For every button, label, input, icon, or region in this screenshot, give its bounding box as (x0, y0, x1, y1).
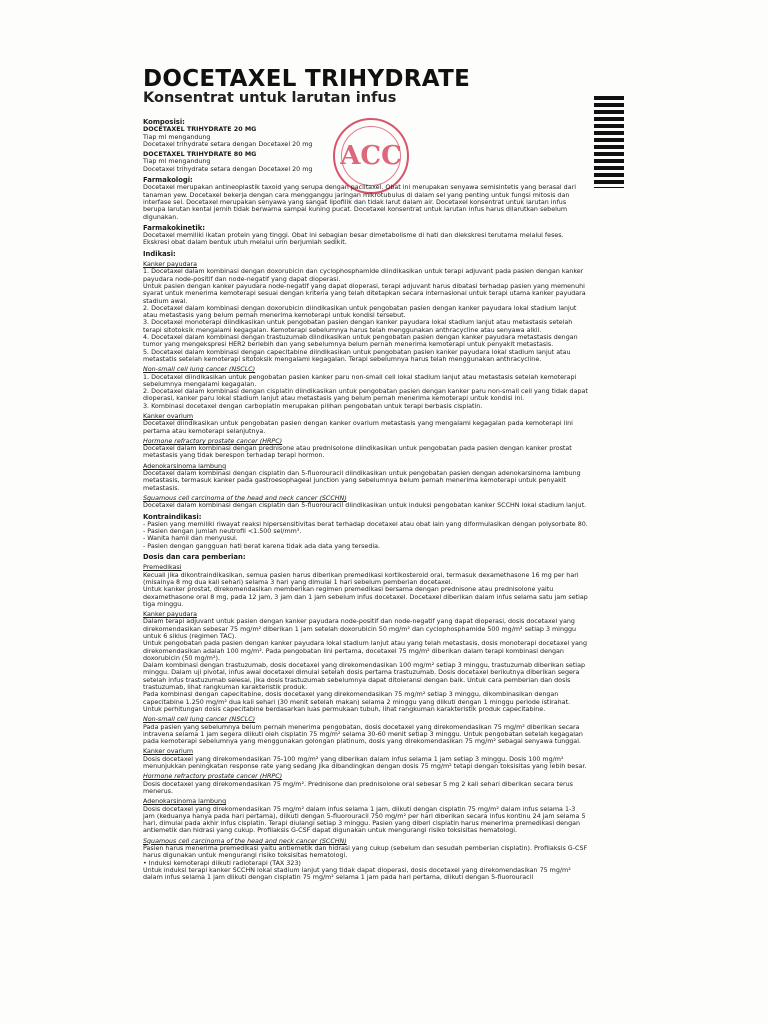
dosis-text: Dosis docetaxel yang direkomendasikan 75-100 mg/m² yang diberikan dalam infus selama 1 jam setiap 3 minggu. Dosis 100 mg/m² menunjukkan peningkatan response rate yang sedang jika dibandingkan dengan dosis 75 mg/m² tetapi dengan toksisitas yang lebih besar. (143, 755, 587, 771)
kontraindikasi-heading: Kontraindikasi: (143, 512, 202, 521)
indikasi-item: 2. Docetaxel dalam kombinasi dengan doxorubicin diindikasikan untuk pengobatan pasien dengan kanker payudara lokal stadium lanjut atau metastasis yang belum pernah menerima kemoterapi untuk kondisi tersebut. (143, 304, 577, 320)
indikasi-subheading: Squamous cell carcinoma of the head and neck cancer (SCCHN) (143, 494, 347, 502)
komposisi-line: Docetaxel trihydrate setara dengan Docetaxel 20 mg (143, 140, 313, 148)
indikasi-item: 5. Docetaxel dalam kombinasi dengan capecitabine diindikasikan untuk pengobatan pasien kanker payudara lokal stadium lanjut atau metastatis setelah kemoterapi sitotoksik mengalami kegagalan. Terapi sebelumnya harus telah menggunakan anthracycline. (143, 348, 571, 363)
kontraindikasi-item: - Pasien dengan gangguan hati berat karena tidak ada data yang tersedia. (143, 542, 381, 550)
dosis-text: Untuk pengobatan pada pasien dengan kanker payudara lokal stadium lanjut atau yang telah metastasis, dosis monoterapi docetaxel yang direkomendasikan adalah 100 mg/m². Pada pengobatan lini pertama, docetaxel 75 mg/m² diberikan dalam terapi kombinasi dengan doxorubicin (50 mg/m²). (143, 640, 587, 662)
indikasi-subheading: Adenokarsinoma lambung (143, 462, 227, 470)
indikasi-item: 4. Docetaxel dalam kombinasi dengan trastuzumab diindikasikan untuk pengobatan pasien dengan kanker payudara metastasis dengan tumor yang mengekspresi HER2 berlebih dan yang sebelumnya belum pernah menerima kemoterapi untuk penyakit metastasis. (143, 334, 578, 349)
farmakologi-heading: Farmakologi: (143, 176, 193, 185)
indikasi-subheading: Kanker payudara (143, 261, 198, 269)
indikasi-item: 1. Docetaxel dalam kombinasi dengan doxorubicin dan cyclophosphamide diindikasikan untuk terapi adjuvant pada pasien dengan kanker payudara node-positif dan node-negatif yang dapat dioperasi. (143, 268, 584, 283)
indikasi-item: 3. Kombinasi docetaxel dengan carboplatin merupakan pilihan pengobatan untuk terapi berbasis cisplatin. (143, 402, 483, 410)
kontraindikasi-item: - Pasien yang memiliki riwayat reaksi hipersensitivitas berat terhadap docetaxel atau obat lain yang diformulasikan dengan polysorbate 80. (143, 520, 588, 528)
stamp-text: ACC (340, 141, 402, 171)
dosis-text: Untuk induksi terapi kanker SCCHN lokal stadium lanjut yang tidak dapat dioperasi, dosis docetaxel yang direkomendasikan 75 mg/m² dalam infus selama 1 jam diikuti dengan cisplatin 75 mg/m² selama 1 jam pada hari pertama, diikuti dengan 5-fluorouracil (143, 866, 571, 882)
dosis-text: Dalam kombinasi dengan trastuzumab, dosis docetaxel yang direkomendasikan 100 mg/m² setiap 3 minggu, trastuzumab diberikan setiap minggu. Dalam uji pivotal, infus awal docetaxel dimulai setelah dosis pertama trastuzumab. Dosis docetaxel berikutnya diberikan segera setelah infus trastuzumab selesai, jika dosis trastuzumab sebelumnya dapat ditoleransi dengan baik. Untuk cara pemberian dan dosis trastuzumab, lihat rangkuman karakteristik produk. (143, 662, 585, 692)
indikasi-item: Docetaxel dalam kombinasi dengan prednisone atau prednisolone diindikasikan untuk pengobatan pada pasien dengan kanker prostat metastasis yang tidak berespon terhadap terapi hormon. (143, 445, 572, 460)
indikasi-subheading: Kanker ovarium (143, 412, 194, 420)
dosis-text: Untuk kanker prostat, direkomendasikan memberikan regimen premedikasi bersama dengan prednisone atau prednisolone yaitu dexamethasone oral 8 mg, pada 12 jam, 3 jam dan 1 jam sebelum infus docetaxel. Docetaxel diberikan dalam infus selama satu jam setiap tiga minggu. (143, 586, 588, 608)
indikasi-heading: Indikasi: (143, 249, 176, 258)
indikasi-subheading: Non-small cell lung cancer (NSCLC) (143, 366, 256, 374)
document-body (143, 115, 589, 882)
indikasi-item: Docetaxel dalam kombinasi dengan cisplatin dan 5-fluorouracil diindikasikan untuk pengobatan pasien dengan adenokarsinoma lambung metastasis, termasuk kanker pada gastroesophageal junction yang sebelumnya belum pernah menerima kemoterapi untuk penyakit metastasis. (143, 470, 581, 492)
dosis-subheading: Non-small cell lung cancer (NSCLC) (143, 716, 256, 724)
kontraindikasi-item: - Wanita hamil dan menyusui. (143, 535, 238, 543)
dosis-text: • Induksi kemoterapi diikuti radioterapi (TAX 323) (143, 859, 301, 867)
dosis-subheading: Kanker ovarium (143, 748, 194, 756)
indikasi-item: Untuk pasien dengan kanker payudara node-negatif yang dapat dioperasi, terapi adjuvant harus dibatasi terhadap pasien yang memenuhi syarat untuk menerima kemoterapi sesuai dengan kriteria yang telah ditetapkan secara internasional untuk terapi utama kanker payudara stadium awal. (143, 282, 586, 305)
dosis-subheading: Hormone refractory prostate cancer (HRPC) (143, 773, 283, 781)
komposisi-line: Tiap ml mengandung (143, 133, 211, 141)
farmakologi-text: Docetaxel merupakan antineoplastik taxoid yang serupa dengan paclitaxel. Obat ini merupakan senyawa semisintetis yang berasal dari tanaman yew. Docetaxel bekerja dengan cara mengganggu jaringan mikrotubulus di dalam sel yang penting untuk fungsi mitosis dan interfase sel. Docetaxel merupakan senyawa yang sangat lipofilik dan tidak larut dalam air. Docetaxel konsentrat untuk larutan infus berupa larutan kental jernih tidak berwarna sampai kuning pucat. Docetaxel konsentrat untuk larutan infus harus dilarutkan sebelum digunakan. (143, 184, 576, 221)
komposisi-line: DOCETAXEL TRIHYDRATE 80 MG (143, 151, 257, 159)
dosis-text: Dosis docetaxel yang direkomendasikan 75 mg/m². Prednisone dan prednisolone oral sebesar 5 mg 2 kali sehari diberikan secara terus menerus. (143, 780, 573, 795)
dosis-subheading: Kanker payudara (143, 611, 198, 619)
dosis-text: Kecuali jika dikontraindikasikan, semua pasien harus diberikan premedikasi kortikosteroid oral, termasuk dexamethasone 16 mg per hari (misalnya 8 mg dua kali sehari) selama 3 hari yang dimulai 1 hari sebelum pemberian docetaxel. (143, 571, 579, 586)
document-subtitle: Konsentrat untuk larutan infus (143, 90, 397, 106)
komposisi-heading: Komposisi: (143, 118, 185, 126)
dosis-subheading: Squamous cell carcinoma of the head and neck cancer (SCCHN) (143, 837, 347, 845)
barcode-graphic (594, 96, 624, 188)
indikasi-item: 1. Docetaxel diindikasikan untuk pengobatan pasien kanker paru non-small cell lokal stadium lanjut atau metastasis setelah kemoterapi sebelumnya mengalami kegagalan. (143, 373, 577, 388)
dosis-text: Dosis docetaxel yang direkomendasikan 75 mg/m² dalam infus selama 1 jam, diikuti dengan cisplatin 75 mg/m² dalam infus selama 1-3 jam (keduanya hanya pada hari pertama), diikuti dengan 5-fluorouracil 750 mg/m² per hari diberikan secara infus kontinu 24 jam selama 5 hari, dimulai pada akhir infus cisplatin. Terapi diulangi setiap 3 minggu. Pasien yang diberi cisplatin harus menerima premedikasi dengan antiemetik dan hidrasi yang cukup. Profilaksis G-CSF dapat digunakan untuk mengurangi risiko toksisitas hematologi. (143, 805, 586, 835)
indikasi-item: 3. Docetaxel monoterapi diindikasikan untuk pengobatan pasien dengan kanker payudara lokal stadium lanjut atau metastasis setelah terapi sitotoksik mengalami kegagalan. Kemoterapi sebelumnya harus telah menggunakan anthracycline atau senyawa alkil. (143, 319, 573, 334)
farmakokinetik-text: Docetaxel memiliki ikatan protein yang tinggi. Obat ini sebagian besar dimetabolisme di hati dan diekskresi terutama melalui feses. Ekskresi obat dalam bentuk utuh melalui urin berjumlah sedikit. (143, 232, 564, 247)
dosis-text: Pada kombinasi dengan capecitabine, dosis docetaxel yang direkomendasikan 75 mg/m² setiap 3 minggu, dikombinasikan dengan capecitabine 1.250 mg/m² dua kali sehari (30 menit setelah makan) selama 2 minggu yang diikuti dengan 1 minggu periode istirahat. Untuk perhitungan dosis capecitabine berdasarkan luas permukaan tubuh, lihat rangkuman karakteristik produk capecitabine. (143, 691, 571, 713)
dosis-text: Dalam terapi adjuvant untuk pasien dengan kanker payudara node-positif dan node-negatif yang dapat dioperasi, dosis docetaxel yang direkomendasikan sebesar 75 mg/m² diberikan 1 jam setelah doxorubicin 50 mg/m² dan cyclophosphamide 500 mg/m² setiap 3 minggu untuk 6 siklus (regimen TAC). (143, 618, 577, 640)
dosis-subheading: Adenokarsinoma lambung (143, 798, 227, 806)
kontraindikasi-item: - Pasien dengan jumlah neutrofil <1.500 sel/mm³. (143, 528, 302, 536)
indikasi-item: 2. Docetaxel dalam kombinasi dengan cisplatin diindikasikan untuk pengobatan pasien dengan kanker paru non-small cell yang tidak dapat dioperasi, kanker paru lokal stadium lanjut atau metastasis yang belum pernah menerima kemoterapi untuk kondisi ini. (143, 388, 588, 403)
indikasi-subheading: Hormone refractory prostate cancer (HRPC) (143, 437, 283, 445)
dosis-text: Pada pasien yang sebelumnya belum pernah menerima pengobatan, dosis docetaxel yang direkomendasikan 75 mg/m² diberikan secara intravena selama 1 jam segera diikuti oleh cisplatin 75 mg/m² selama 30-60 menit setiap 3 minggu. Untuk pengobatan setelah kegagalan pada kemoterapi sebelumnya yang menggunakan golongan platinum, dosis yang direkomendasikan 75 mg/m² sebagai senyawa tunggal. (143, 723, 583, 746)
indikasi-item: Docetaxel dalam kombinasi dengan cisplatin dan 5-fluorouracil diindikasikan untuk induksi pengobatan kanker SCCHN lokal stadium lanjut. (143, 502, 587, 510)
farmakokinetik-heading: Farmakokinetik: (143, 223, 205, 232)
dosis-heading: Dosis dan cara pemberian: (143, 553, 246, 562)
komposisi-line: Tiap ml mengandung (143, 158, 211, 166)
dosis-text: Pasien harus menerima premedikasi yaitu antiemetik dan hidrasi yang cukup (sebelum dan sesudah pemberian cisplatin). Profilaksis G-CSF harus digunakan untuk mengurangi risiko toksisitas hematologi. (143, 845, 588, 860)
komposisi-line: DOCETAXEL TRIHYDRATE 20 MG (143, 126, 257, 134)
komposisi-line: Docetaxel trihydrate setara dengan Docetaxel 20 mg (143, 165, 313, 173)
dosis-subheading: Premedikasi (143, 564, 182, 572)
indikasi-item: Docetaxel diindikasikan untuk pengobatan pasien dengan kanker ovarium metastasis yang mengalami kegagalan pada kemoterapi lini pertama atau kemoterapi selanjutnya. (143, 420, 573, 435)
document-title: DOCETAXEL TRIHYDRATE (143, 66, 471, 92)
